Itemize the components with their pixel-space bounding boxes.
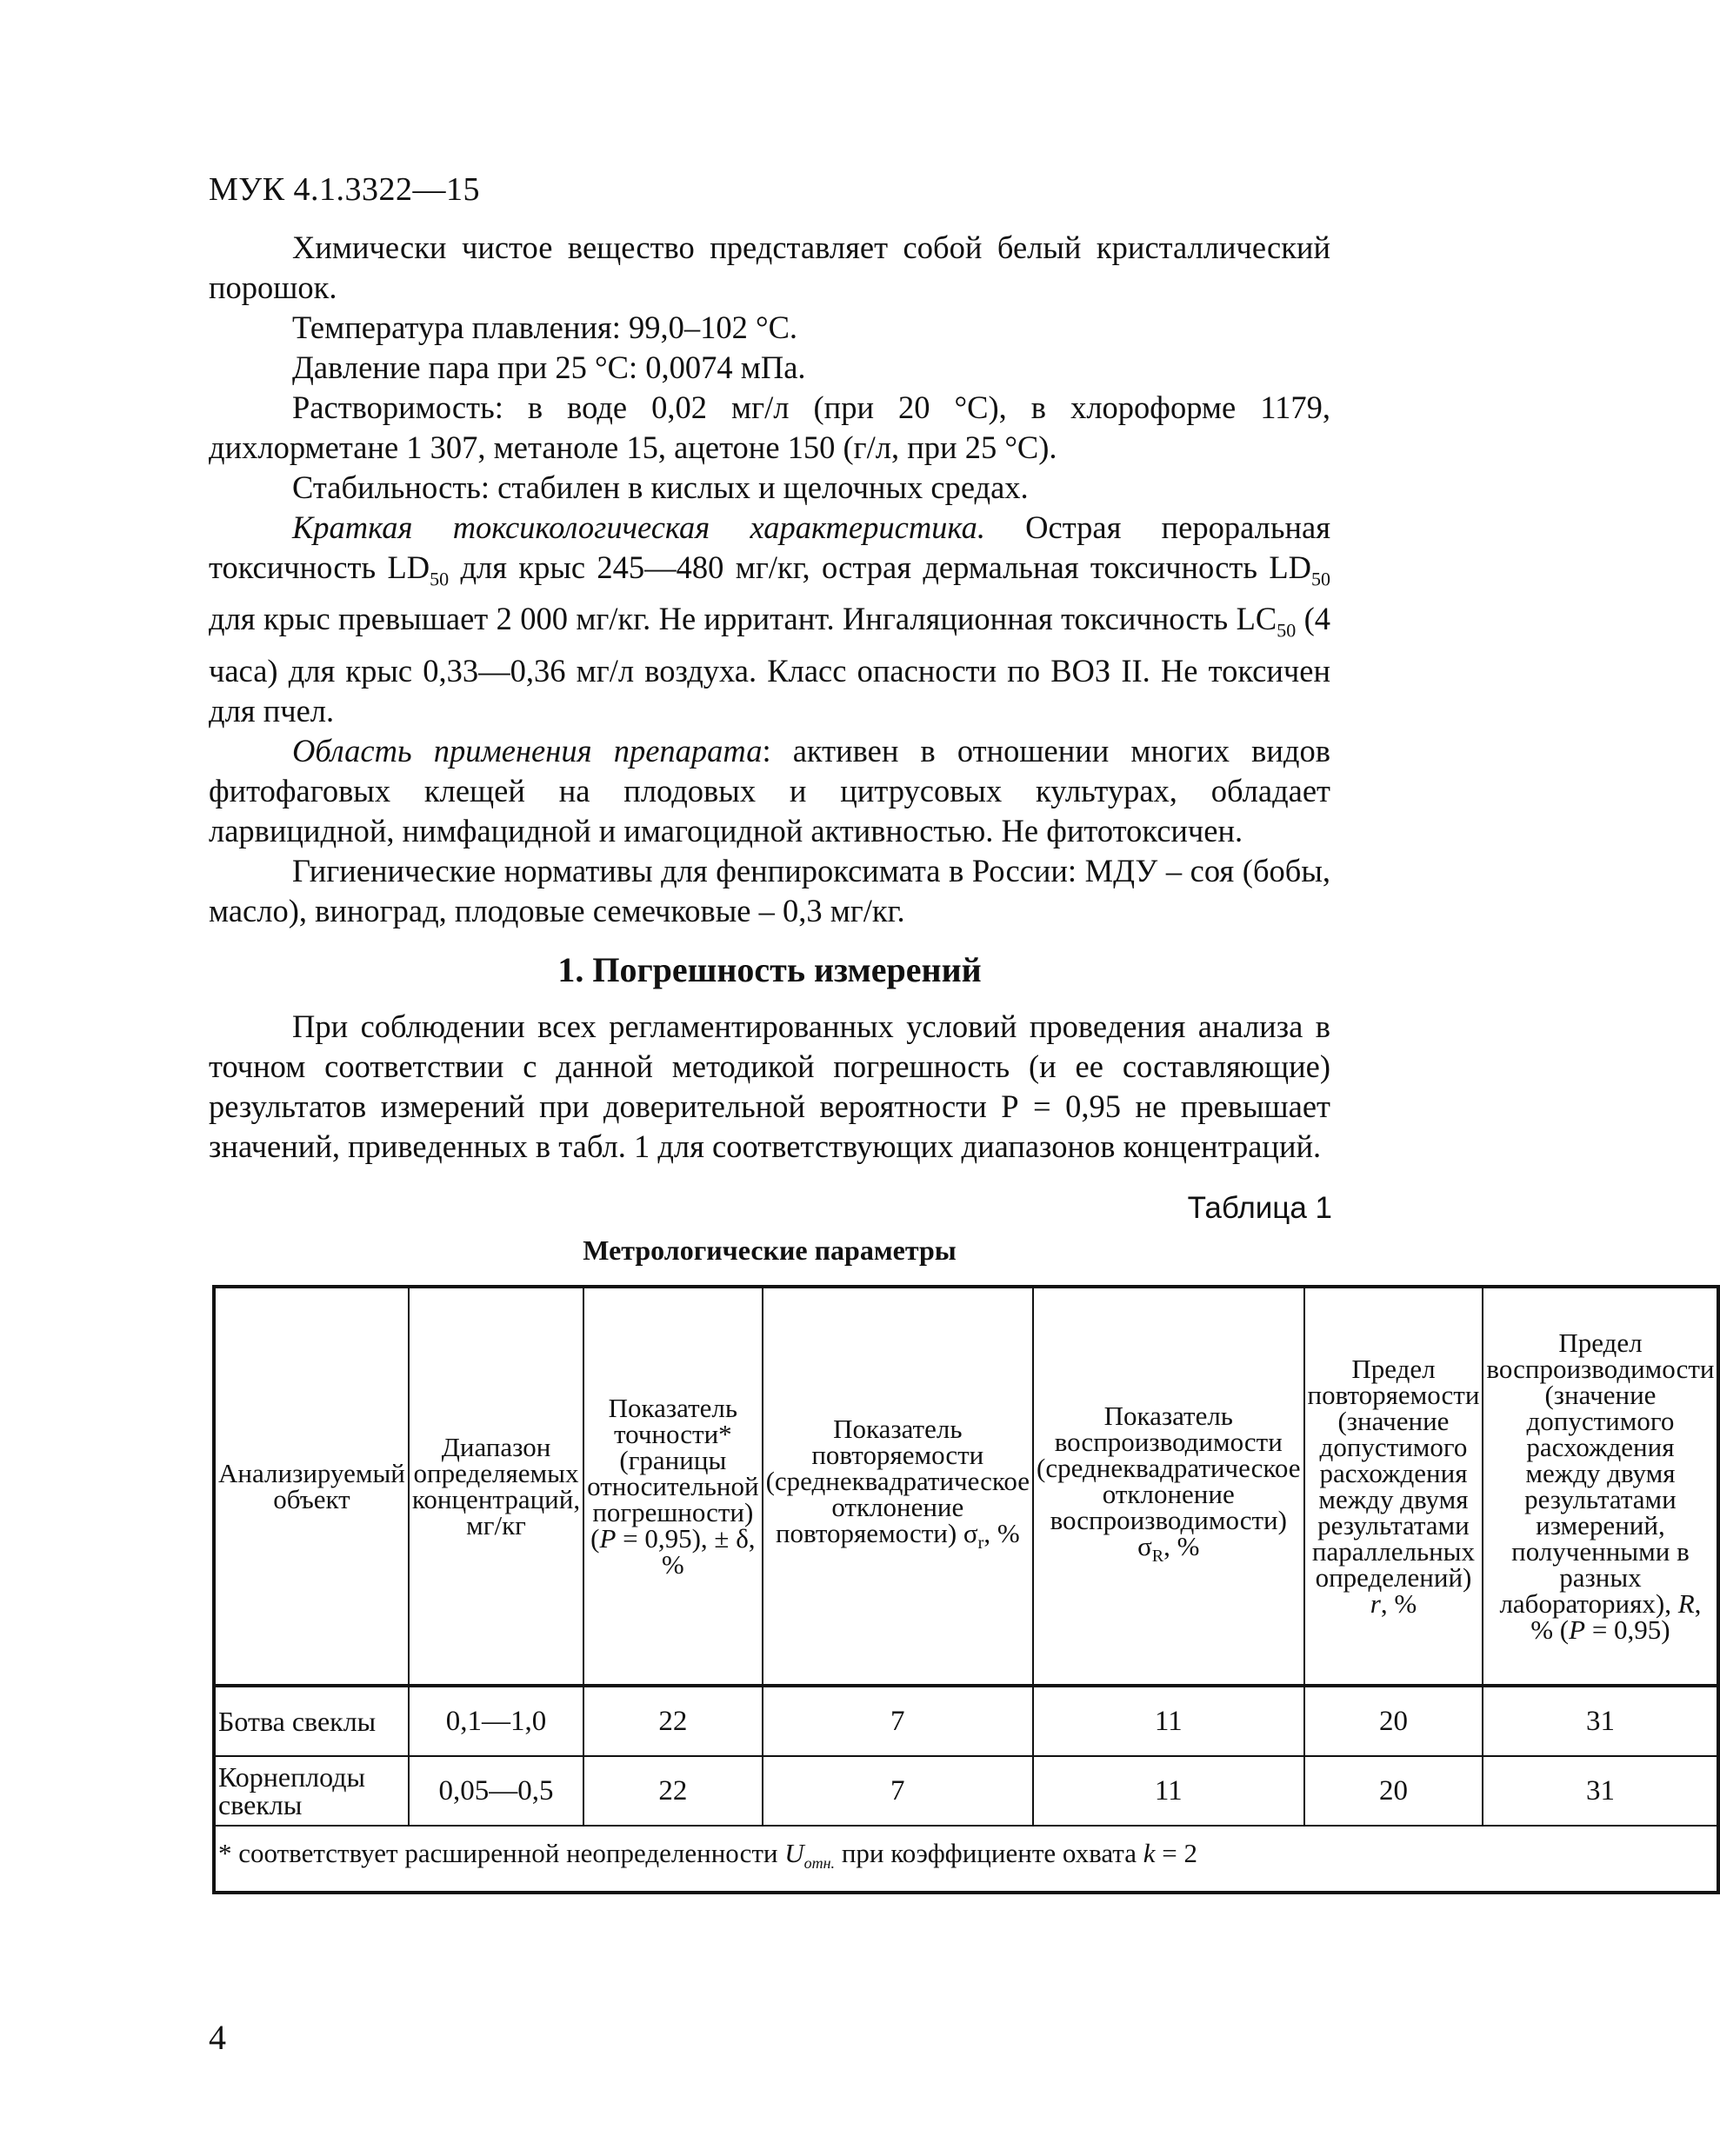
cell-range: 0,1—1,0 [409, 1686, 583, 1756]
table-header-row [214, 1287, 1718, 1686]
cell-repeatability: 7 [763, 1756, 1033, 1826]
header-range: Диапазон определяемых концентраций, мг/кг [409, 1287, 583, 1686]
paragraph-measurement-error: При соблюдении всех регламентированных условий проведения анализа в точном соответствии с данной методикой погрешность (и ее составляющие) результатов измерений при доверительной вероятности Р = 0,95 не превышает значений, приведенных в табл. 1 для соответствующих диапазонов концентраций. [209, 1008, 1330, 1164]
table-title: Метрологические параметры [583, 1234, 957, 1266]
paragraph-scope: Область применения препарата: активен в отношении многих видов фитофаговых клещей на плодовых и цитрусовых культурах, обладает ларвицидной, нимфацидной и имагоцидной активностью. Не фитотоксичен. [209, 732, 1330, 848]
paragraph-vapor-pressure: Давление пара при 25 °С: 0,0074 мПа. [292, 349, 806, 385]
document-code: МУК 4.1.3322—15 [209, 171, 481, 208]
paragraph-appearance: Химически чистое вещество представляет собой белый кристаллический порошок. [209, 230, 1330, 305]
header-object: Анализируемый объект [214, 1287, 409, 1686]
table-footnote-row [214, 1826, 1718, 1893]
intro-text [209, 228, 1330, 931]
page-number: 4 [209, 2018, 226, 2057]
cell-repeatability-limit: 20 [1304, 1756, 1483, 1826]
table-row [214, 1756, 1718, 1826]
cell-reproducibility-limit: 31 [1483, 1756, 1718, 1826]
table-row [214, 1686, 1718, 1756]
cell-range: 0,05—0,5 [409, 1756, 583, 1826]
header-repeatability: Показатель повторяемости (среднеквадратическое отклонение повторяемости) $\sigma_r$, % [763, 1287, 1033, 1686]
header-reproducibility-limit: Предел воспроизводимости (значение допустимого расхождения между двумя результатами измерений, полученными в разных лабораториях), R, % (P = 0,95) [1483, 1287, 1718, 1686]
ld50-subscript: 50 [1311, 568, 1331, 590]
paragraph-toxicology: Краткая токсикологическая характеристика. Острая пероральная токсичность $LD_{50}$ для крыс 245—480 мг/кг, острая дермальная токсичность $LD_{50}$ для крыс превышает 2 000 мг/кг. Не ирритант. Ингаляционная токсичность $LC_{50}$ (4 часа) для крыс 0,33—0,36 мг/л воздуха. Класс опасности по ВОЗ II. Не токсичен для пчел. [209, 509, 1331, 729]
header-repeatability-limit: Предел повторяемости (значение допустимого расхождения между двумя результатами параллельных определений) r, % [1304, 1287, 1483, 1686]
section-title: 1. Погрешность измерений [557, 950, 982, 989]
toxicology-lead: Краткая токсикологическая характеристика. [292, 509, 985, 545]
section-text [209, 1007, 1330, 1167]
header-reproducibility: Показатель воспроизводимости (среднеквадратическое отклонение воспроизводимости) $\sigma_R$, % [1033, 1287, 1303, 1686]
table-footnote: * соответствует расширенной неопределенности $U_{отн.}$ при коэффициенте охвата k = 2 [214, 1826, 1718, 1893]
cell-repeatability-limit: 20 [1304, 1686, 1483, 1756]
metrology-table [212, 1285, 1720, 1894]
paragraph-solubility: Растворимость: в воде 0,02 мг/л (при 20 °С), в хлороформе 1179, дихлорметане 1 307, метаноле 15, ацетоне 150 (г/л, при 25 °С). [209, 389, 1330, 465]
cell-object: Корнеплоды свеклы [214, 1756, 409, 1826]
cell-reproducibility: 11 [1033, 1756, 1303, 1826]
cell-repeatability: 7 [763, 1686, 1033, 1756]
cell-accuracy: 22 [583, 1756, 762, 1826]
cell-object: Ботва свеклы [214, 1686, 409, 1756]
paragraph-melting-point: Температура плавления: 99,0–102 °С. [292, 309, 798, 345]
header-accuracy: Показатель точности* (границы относительной погрешности) (P = 0,95), ± δ, % [583, 1287, 762, 1686]
paragraph-hygiene: Гигиенические нормативы для фенпироксимата в России: МДУ – соя (бобы, масло), виноград, плодовые семечковые – 0,3 мг/кг. [209, 852, 1330, 928]
cell-reproducibility: 11 [1033, 1686, 1303, 1756]
scope-lead: Область применения препарата [292, 732, 763, 769]
cell-reproducibility-limit: 31 [1483, 1686, 1718, 1756]
paragraph-stability: Стабильность: стабилен в кислых и щелочных средах. [292, 469, 1029, 505]
ld50-subscript: 50 [430, 568, 450, 590]
table-label: Таблица 1 [1187, 1191, 1332, 1225]
cell-accuracy: 22 [583, 1686, 762, 1756]
lc50-subscript: 50 [1277, 619, 1297, 642]
